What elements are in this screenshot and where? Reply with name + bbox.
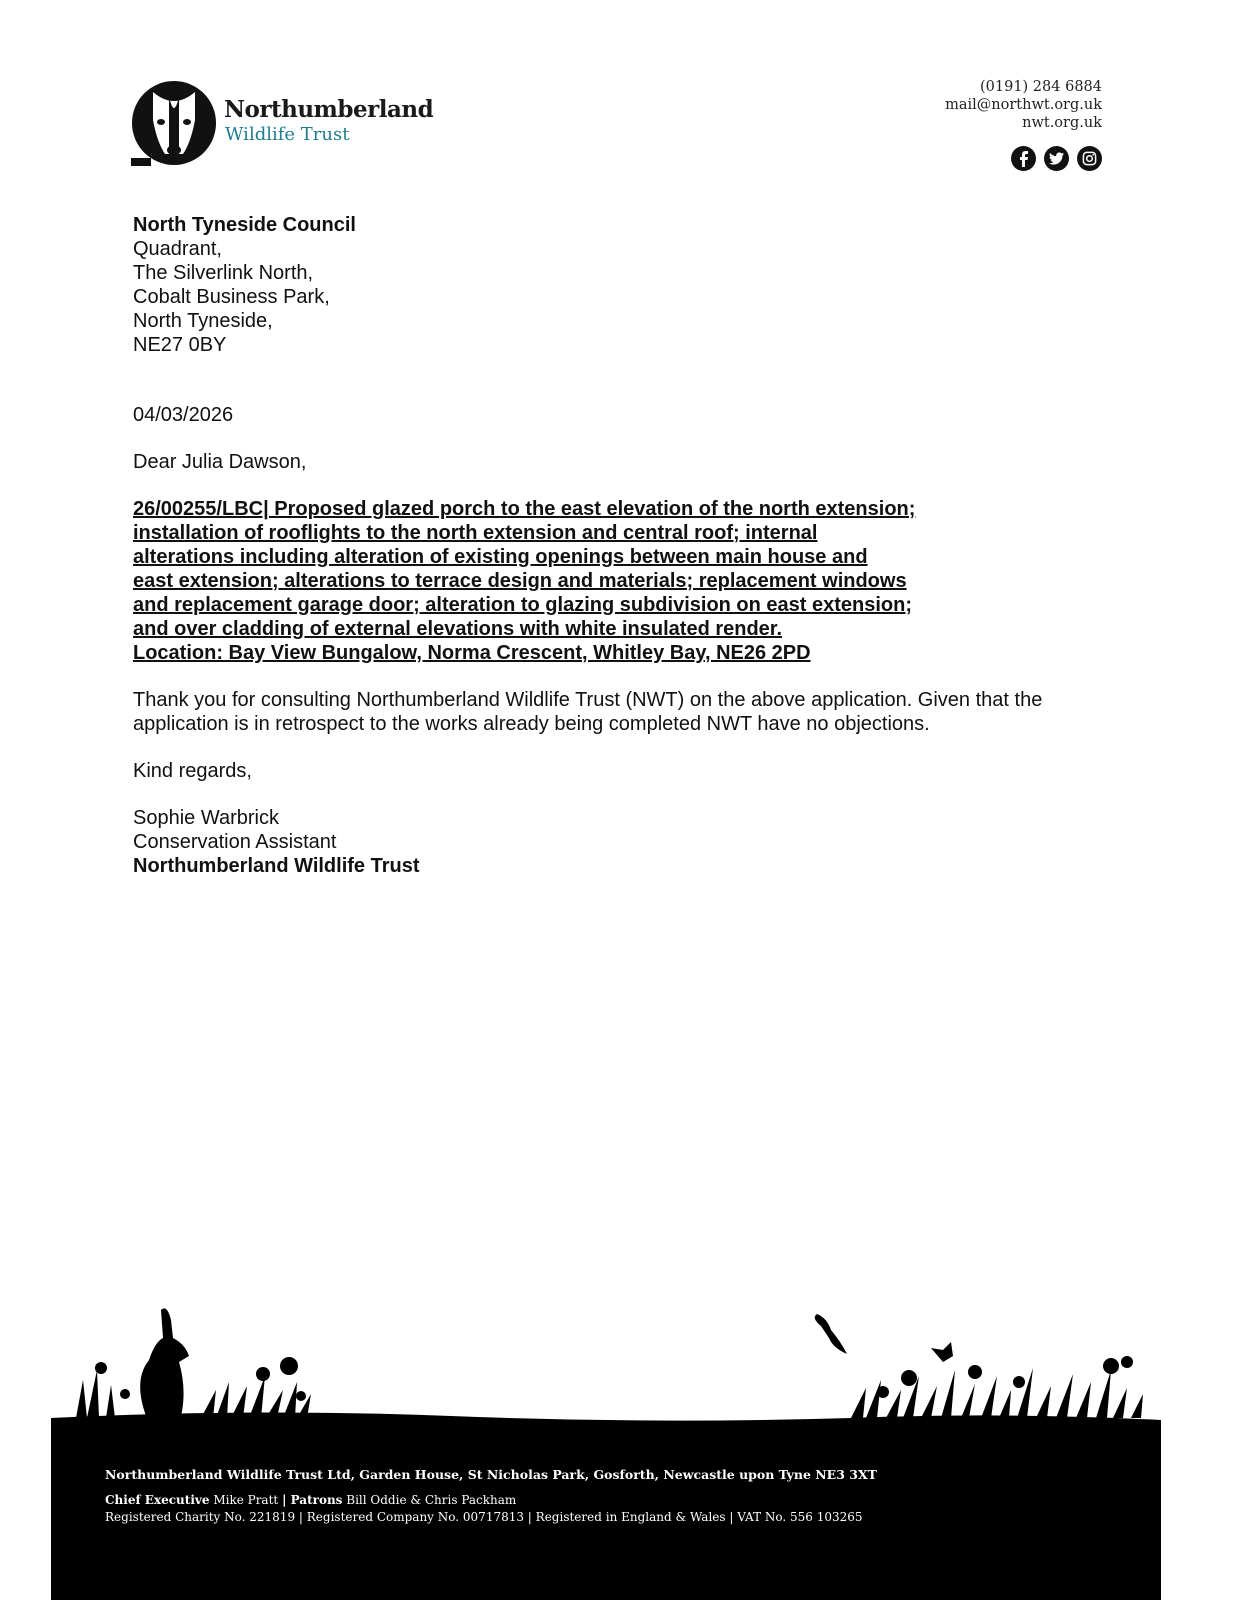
address-line: NE27 0BY (133, 334, 227, 356)
meadow-silhouette-icon (51, 1290, 1161, 1600)
address-line: Quadrant, (133, 238, 222, 260)
contact-block (945, 78, 1102, 132)
letter-body (133, 213, 1093, 878)
patrons-names: Bill Oddie & Chris Packham (346, 1493, 517, 1507)
address-line: The Silverlink North, (133, 262, 314, 284)
recipient-name: North Tyneside Council (133, 214, 356, 236)
signatory-name: Sophie Warbrick (133, 807, 279, 829)
footer-illustration (51, 1290, 1161, 1600)
ceo-name: Mike Pratt (213, 1493, 279, 1507)
subject-line: and over cladding of external elevations with white insulated render. (133, 618, 783, 640)
instagram-icon[interactable] (1077, 146, 1102, 171)
subject-line: installation of rooflights to the north extension and central roof; internal (133, 522, 818, 544)
subject-line: 26/00255/LBC| Proposed glazed porch to the east elevation of the north extension; (133, 498, 916, 520)
footer-registration: Registered Charity No. 221819 | Registered Company No. 00717813 | Registered in England & Wales | VAT No. 556 103265 (105, 1510, 863, 1524)
org-logo (131, 80, 434, 170)
hare-icon (140, 1308, 189, 1416)
twitter-icon[interactable] (1044, 146, 1069, 171)
logo-org-name: Northumberland (224, 96, 434, 123)
social-links (1011, 146, 1102, 171)
closing: Kind regards, (133, 760, 252, 782)
email-link[interactable]: mail@northwt.org.uk (945, 97, 1102, 113)
butterfly-icon (815, 1314, 847, 1354)
subject-heading (133, 497, 953, 665)
grass-left-icon (76, 1357, 311, 1418)
website-link[interactable]: nwt.org.uk (1022, 115, 1102, 131)
signatory-org: Northumberland Wildlife Trust (133, 855, 420, 877)
footer-text (105, 1466, 877, 1526)
grass-right-icon (851, 1356, 1143, 1418)
subject-location: Location: Bay View Bungalow, Norma Crescent, Whitley Bay, NE26 2PD (133, 642, 811, 664)
letter-date: 04/03/2026 (133, 404, 234, 426)
subject-line: alterations including alteration of existing openings between main house and (133, 546, 868, 568)
address-line: Cobalt Business Park, (133, 286, 330, 308)
signatory-title: Conservation Assistant (133, 831, 337, 853)
moth-icon (931, 1342, 953, 1362)
footer-officers: Chief Executive Mike Pratt | Patrons Bill Oddie & Chris Packham (105, 1493, 517, 1507)
logo-org-subname: Wildlife Trust (225, 124, 350, 145)
address-line: North Tyneside, (133, 310, 273, 332)
ceo-label: Chief Executive (105, 1493, 210, 1507)
facebook-icon[interactable] (1011, 146, 1036, 171)
salutation: Dear Julia Dawson, (133, 451, 307, 473)
footer-address: Northumberland Wildlife Trust Ltd, Garden House, St Nicholas Park, Gosforth, Newcastle upon Tyne NE3 3XT (105, 1467, 877, 1482)
badger-icon (131, 80, 217, 166)
patrons-label: Patrons (290, 1493, 343, 1507)
phone-number: (0191) 284 6884 (979, 79, 1102, 95)
subject-line: east extension; alterations to terrace design and materials; replacement windows (133, 570, 907, 592)
signature-block (133, 806, 1093, 878)
body-paragraph: Thank you for consulting Northumberland Wildlife Trust (NWT) on the above application. Given that the application is in retrospect to the works already being completed NWT have no objections. (133, 689, 1043, 735)
recipient-address (133, 213, 1093, 357)
subject-line: and replacement garage door; alteration to glazing subdivision on east extension; (133, 594, 913, 616)
